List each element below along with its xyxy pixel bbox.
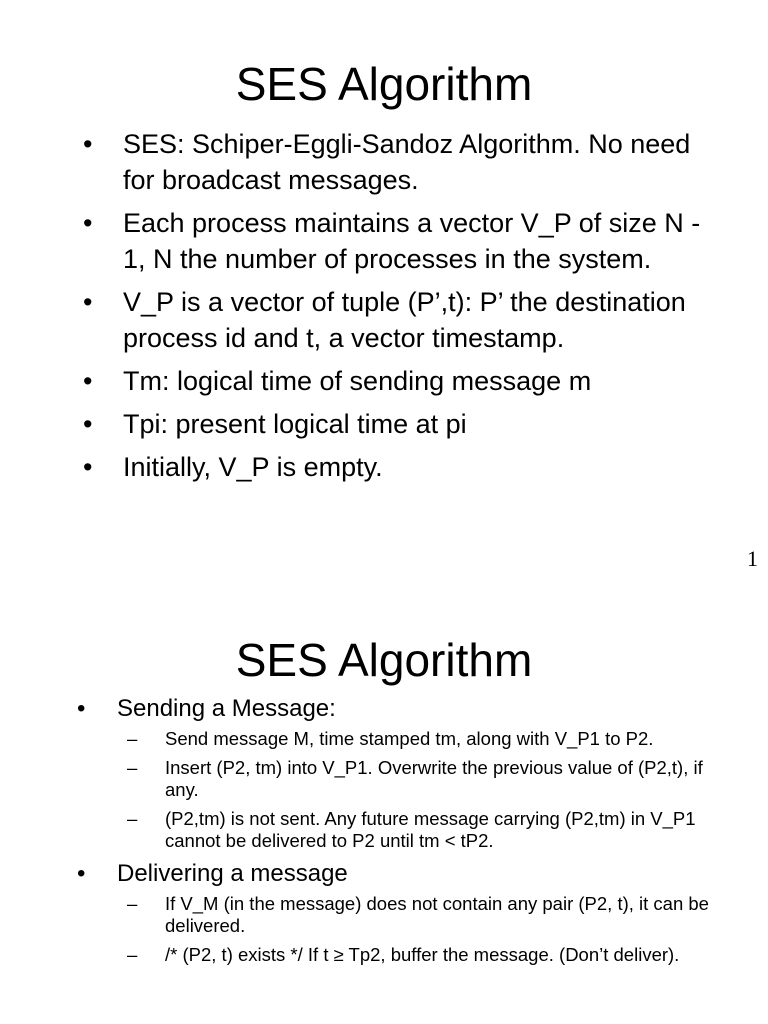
bullet-text: SES: Schiper-Eggli-Sandoz Algorithm. No need for broadcast messages. — [123, 129, 691, 195]
bullet-icon: • — [77, 695, 86, 722]
bullet-text: Tpi: present logical time at pi — [123, 409, 467, 439]
sub-list — [117, 728, 768, 852]
sub-item-text: Insert (P2, tm) into V_P1. Overwrite the previous value of (P2,t), if any. — [165, 757, 703, 800]
list-item — [0, 205, 768, 277]
slide-2-title: SES Algorithm — [235, 634, 533, 686]
bullet-icon: • — [83, 208, 93, 238]
sub-item — [117, 893, 768, 937]
bullet-text: Tm: logical time of sending message m — [123, 366, 592, 396]
slide-1-title: SES Algorithm — [235, 58, 533, 110]
bullet-icon: • — [83, 452, 93, 482]
dash-icon: – — [127, 893, 138, 914]
sub-item-text: (P2,tm) is not sent. Any future message carrying (P2,tm) in V_P1 cannot be delivered to P2 until tm < tP2. — [165, 808, 696, 851]
sub-item — [117, 757, 768, 801]
sub-item — [117, 728, 768, 750]
bullet-icon: • — [83, 129, 93, 159]
list-item — [0, 284, 768, 356]
list-item — [0, 449, 768, 485]
section-heading: Sending a Message: — [117, 695, 336, 722]
list-item — [0, 406, 768, 442]
bullet-icon: • — [77, 860, 86, 887]
slide-1-bullet-list — [0, 126, 768, 492]
slide-2 — [0, 580, 768, 1024]
slide-2-bullet-list — [0, 694, 768, 973]
sub-item — [117, 808, 768, 852]
bullet-icon: • — [83, 409, 93, 439]
bullet-icon: • — [83, 366, 93, 396]
section-sending — [0, 694, 768, 852]
sub-list — [117, 893, 768, 966]
section-heading: Delivering a message — [117, 860, 348, 887]
dash-icon: – — [127, 728, 138, 749]
bullet-text: V_P is a vector of tuple (P’,t): P’ the destination process id and t, a vector timestamp. — [123, 287, 686, 353]
bullet-text: Each process maintains a vector V_P of size N - 1, N the number of processes in the system. — [123, 208, 701, 274]
section-delivering — [0, 859, 768, 966]
bullet-icon: • — [83, 287, 93, 317]
list-item — [0, 126, 768, 198]
bullet-text: Initially, V_P is empty. — [123, 452, 383, 482]
dash-icon: – — [127, 808, 138, 829]
sub-item-text: Send message M, time stamped tm, along with V_P1 to P2. — [165, 728, 654, 749]
sub-item-text: If V_M (in the message) does not contain any pair (P2, t), it can be delivered. — [165, 893, 709, 936]
dash-icon: – — [127, 944, 138, 965]
list-item — [0, 363, 768, 399]
sub-item — [117, 944, 768, 966]
sub-item-text: /* (P2, t) exists */ If t ≥ Tp2, buffer the message. (Don’t deliver). — [165, 944, 680, 965]
dash-icon: – — [127, 757, 138, 778]
page-number: 1 — [747, 546, 758, 571]
